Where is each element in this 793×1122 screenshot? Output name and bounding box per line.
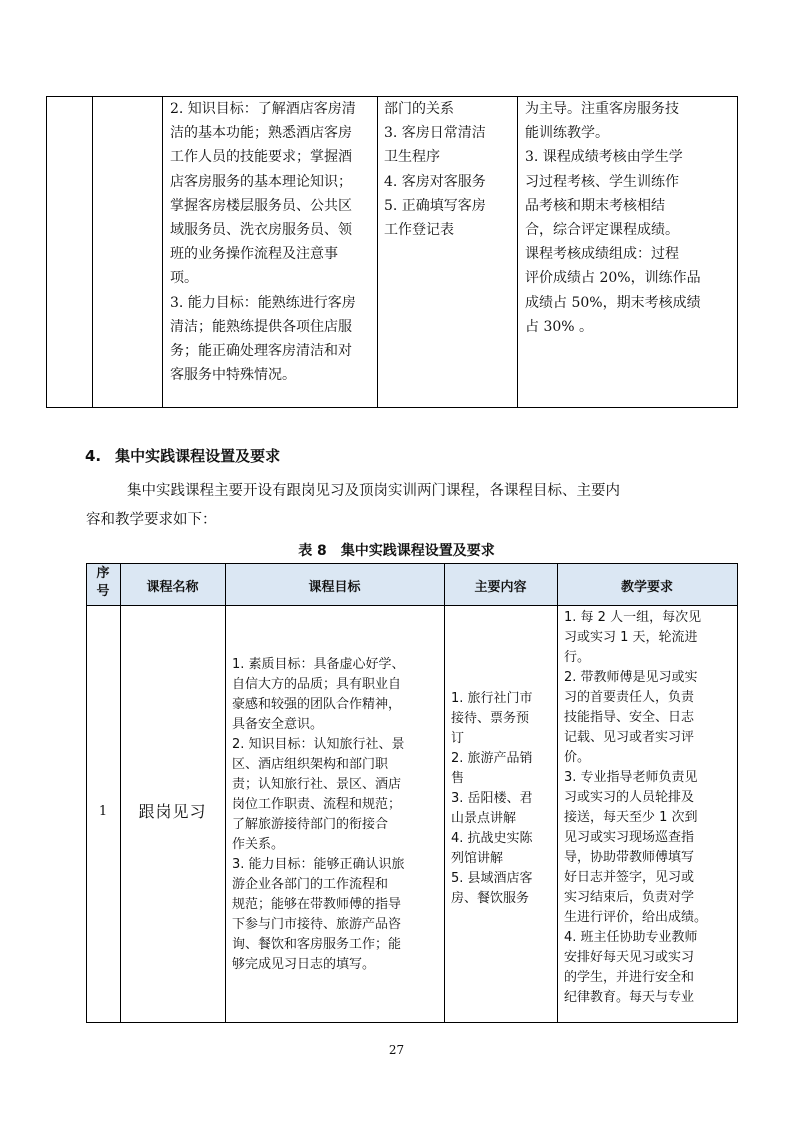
cell-line: 成绩占 50%，期末考核成绩 (525, 294, 701, 311)
column-divider (557, 563, 558, 1023)
column-divider (225, 563, 226, 1023)
cell-line: 售 (451, 771, 465, 786)
cell-line: 卫生程序 (384, 149, 440, 166)
cell-line: 工作登记表 (384, 222, 454, 239)
cell-line: 价。 (564, 750, 591, 765)
cell-line: 岗位工作职责、流程和规范； (232, 797, 402, 812)
table-bottom-border (86, 1022, 738, 1023)
cell-line: 2. 知识目标：了解酒店客房清 (170, 101, 356, 117)
cell-line: 纪律教育。每天与专业 (564, 990, 695, 1005)
header-seq-line: 序 (96, 566, 110, 581)
header-course-name: 课程名称 (146, 580, 199, 595)
cell-line: 2. 带教师傅是见习或实 (564, 670, 698, 685)
header-main-content: 主要内容 (474, 580, 527, 595)
column-divider (737, 96, 738, 408)
table-top-border (86, 563, 738, 564)
header-teaching-requirement: 教学要求 (620, 580, 673, 595)
cell-line: 3. 专业指导老师负责见 (564, 770, 698, 785)
column-divider (92, 96, 93, 408)
cell-line: 技能指导、安全、日志 (564, 710, 695, 725)
cell-line: 了解旅游接待部门的衔接合 (232, 817, 389, 832)
row-content-cell (451, 689, 533, 909)
cell-line: 合，综合评定课程成绩。 (525, 222, 679, 239)
cell-line: 掌握客房楼层服务员、公共区 (170, 197, 352, 214)
cell-line: 行。 (564, 650, 591, 665)
cell-line: 3. 课程成绩考核由学生学 (525, 149, 683, 166)
cell-line: 占 30% 。 (525, 318, 594, 335)
cell-line: 生进行评价，给出成绩。 (564, 910, 708, 925)
cell-line: 为主导。注重客房服务技 (525, 101, 679, 117)
cell-line: 4. 抗战史实陈 (451, 831, 533, 846)
intro-paragraph-line: 集中实践课程主要开设有跟岗见习及顶岗实训两门课程，各课程目标、主要内 (127, 483, 620, 499)
cell-line: 习过程考核、学生训练作 (525, 173, 679, 190)
cell-line: 4. 客房对客服务 (384, 173, 486, 190)
column-divider (120, 563, 121, 1023)
cell-line: 项。 (170, 270, 198, 287)
cell-line: 3. 能力目标：能熟练进行客房 (170, 294, 356, 311)
header-seq (86, 565, 120, 601)
cell-line: 品考核和期末考核相结 (525, 197, 665, 214)
column-divider (46, 96, 47, 408)
column-divider (517, 96, 518, 408)
section-heading (85, 445, 280, 466)
cell-line: 下参与门市接待、旅游产品咨 (232, 917, 402, 932)
cell-line: 务；能正确处理客房清洁和对 (170, 343, 352, 360)
cell-line: 习或实习 1 天，轮流进 (564, 630, 698, 645)
cell-line: 的学生，并进行安全和 (564, 970, 695, 985)
cell-line: 见习或实习现场巡查指 (564, 830, 695, 845)
row-goal-cell (232, 655, 405, 975)
table-caption (0, 540, 793, 560)
cell-line: 列馆讲解 (451, 851, 504, 866)
cell-line: 区、酒店组织架构和部门职 (232, 757, 389, 772)
cell-line: 够完成见习日志的填写。 (232, 957, 376, 972)
cell-line: 1. 素质目标：具备虚心好学、 (232, 657, 405, 672)
header-bottom-border (86, 605, 738, 606)
cell-line: 3. 客房日常清洁 (384, 125, 486, 142)
section-title: 集中实践课程设置及要求 (115, 447, 281, 465)
cell-line: 3. 岳阳楼、君 (451, 791, 533, 806)
cell-line: 规范；能够在带教师傅的指导 (232, 897, 402, 912)
cell-line: 山景点讲解 (451, 811, 517, 826)
cell-line: 评价成绩占 20%，训练作品 (525, 270, 701, 287)
cell-line: 部门的关系 (384, 101, 454, 117)
cell-line: 豪感和较强的团队合作精神， (232, 697, 402, 712)
row-requirement-cell (564, 608, 707, 1008)
cell-line: 店客房服务的基本理论知识； (170, 173, 352, 190)
cell-line: 3. 能力目标：能够正确认识旅 (232, 857, 405, 872)
table-bottom-border (46, 407, 738, 408)
column-divider (86, 563, 87, 1023)
cell-line: 安排好每天见习或实习 (564, 950, 695, 965)
cell-line: 4. 班主任协助专业教师 (564, 930, 698, 945)
table-caption-number: 表 8 (298, 543, 327, 559)
cell-line: 接待、票务预 (451, 711, 530, 726)
practice-course-table (86, 563, 738, 1023)
cell-line: 房、餐饮服务 (451, 891, 530, 906)
column-divider (377, 96, 378, 408)
cell-line: 工作人员的技能要求；掌握酒 (170, 149, 352, 166)
header-course-goal: 课程目标 (308, 580, 361, 595)
cell-line: 5. 正确填写客房 (384, 197, 486, 214)
cell-line: 清洁；能熟练提供各项住店服 (170, 318, 352, 335)
cell-line: 订 (451, 731, 465, 746)
cell-line: 责；认知旅行社、景区、酒店 (232, 777, 402, 792)
cell-line: 记载、见习或者实习评 (564, 730, 695, 745)
cell-line: 接送，每天至少 1 次到 (564, 810, 698, 825)
cell-line: 习的首要责任人，负责 (564, 690, 695, 705)
cell-line: 域服务员、洗衣房服务员、领 (170, 222, 352, 239)
column-divider (444, 563, 445, 1023)
cell-line: 洁的基本功能；熟悉酒店客房 (170, 125, 352, 142)
cell-line: 班的业务操作流程及注意事 (170, 246, 338, 263)
content-cell (384, 97, 486, 242)
column-divider (737, 563, 738, 1023)
goal-cell (170, 97, 356, 387)
page-number: 27 (388, 1043, 405, 1057)
column-divider (162, 96, 163, 408)
cell-line: 1. 旅行社门市 (451, 691, 533, 706)
cell-line: 游企业各部门的工作流程和 (232, 877, 389, 892)
cell-line: 好日志并签字，见习或 (564, 870, 695, 885)
cell-line: 自信大方的品质；具有职业自 (232, 677, 402, 692)
cell-line: 具备安全意识。 (232, 717, 324, 732)
cell-line: 询、餐饮和客房服务工作；能 (232, 937, 402, 952)
cell-line: 2. 知识目标：认知旅行社、景 (232, 737, 405, 752)
header-seq-line: 号 (96, 584, 110, 599)
cell-line: 习或实习的人员轮排及 (564, 790, 695, 805)
intro-paragraph-line: 容和教学要求如下： (86, 512, 217, 528)
cell-line: 实习结束后，负责对学 (564, 890, 695, 905)
cell-line: 能训练教学。 (525, 125, 609, 142)
cell-line: 5. 县域酒店客 (451, 871, 533, 886)
row-course-name: 跟岗见习 (138, 802, 207, 821)
cell-line: 课程考核成绩组成：过程 (525, 246, 679, 263)
section-number: 4. (85, 447, 102, 465)
cell-line: 1. 每 2 人一组，每次见 (564, 610, 702, 625)
row-seq: 1 (98, 804, 108, 819)
cell-line: 作关系。 (232, 837, 285, 852)
table-caption-title: 集中实践课程设置及要求 (340, 543, 495, 559)
cell-line: 导，协助带教师傅填写 (564, 850, 695, 865)
continuation-table (46, 96, 738, 408)
requirement-cell (525, 97, 701, 339)
cell-line: 客服务中特殊情况。 (170, 367, 296, 384)
cell-line: 2. 旅游产品销 (451, 751, 533, 766)
